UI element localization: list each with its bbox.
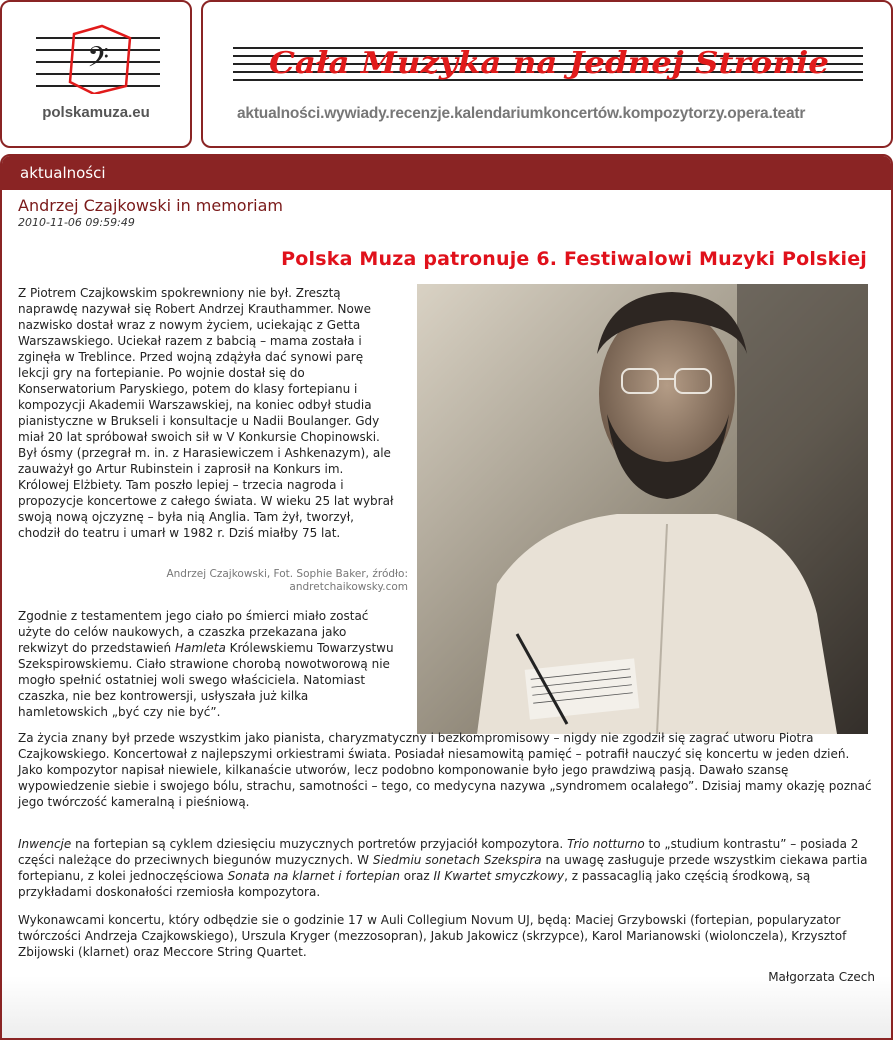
portrait-image xyxy=(417,284,868,734)
work-title-3: Siedmiu sonetach Szekspira xyxy=(372,853,542,867)
nav-link-wywiady[interactable]: wywiady xyxy=(324,105,386,122)
nav-separator: . xyxy=(768,105,773,122)
article-headline: Polska Muza patronuje 6. Festiwalowi Muzyki Polskiej xyxy=(281,248,867,270)
nav-link-aktualności[interactable]: aktualności xyxy=(237,105,321,122)
article-paragraph-4 xyxy=(18,836,876,900)
banner-navigation xyxy=(237,105,867,123)
p4-text-2: to „studium kontrastu” – posiada 2 części należące do przeciwnych biegunów muzycznych. W xyxy=(18,837,859,867)
logo-panel[interactable] xyxy=(0,0,192,148)
article-date: 2010-11-06 09:59:49 xyxy=(18,216,135,229)
p4-text-3: na uwagę zasługuje przede wszystkim ciekawa partia fortepianu, z kolei jednoczęściowa xyxy=(18,853,868,883)
portrait-photo xyxy=(417,284,868,734)
section-header: aktualności xyxy=(2,156,891,190)
article-paragraph-1: Z Piotrem Czajkowskim spokrewniony nie był. Zresztą naprawdę nazywał się Robert Andrzej Krauthammer. Nowe nazwisko dostał wraz z nowym życiem, uciekając z Getta Warszawskiego. Uciekał razem z babcią – mama została i zginęła w Treblince. Przed wojną zdążyła dać synowi parę lekcji gry na fortepianie. Po wojnie dostał się do Konserwatorium Paryskiego, potem do klasy fortepianu i kompozycji Akademii Warszawskiej, na koniec odbył studia pianistyczne w Brukseli i konsultacje u Nadii Boulanger. Gdy miał 20 lat spróbował swoich sił w V Konkursie Chopinowski. Był ósmy (przegrał m. in. z Harasiewiczem i Ashkenazym), ale zauważył go Artur Rubinstein i zaprosił na Konkurs im. Królowej Elżbiety. Tam poszło lepiej – trzecia nagroda i propozycje koncertowe z całego świata. W wieku 25 lat wybrał swoją nową ojczyznę – była nią Anglia. Tam żył, tworzył, chodził do teatru i umarł w 1982 r. Dziś miałby 75 lat. xyxy=(18,286,394,540)
nav-link-opera[interactable]: opera xyxy=(727,105,769,122)
article-paragraph-5: Wykonawcami koncertu, który odbędzie sie o godzinie 17 w Auli Collegium Novum UJ, będą: Maciej Grzybowski (fortepian, popularyzator twórczości Andrzeja Czajkowskiego), Urszula Kryger (mezzosopran), Jakub Jakowicz (skrzypce), Karol Marianowski (wiolonczela), Krzysztof Zbijowski (klarnet) oraz Meccore String Quartet. xyxy=(18,913,847,959)
work-title-4: Sonata na klarnet i fortepian xyxy=(227,869,400,883)
banner-staff-title xyxy=(233,28,863,88)
svg-text:𝄢: 𝄢 xyxy=(87,41,109,81)
content-panel xyxy=(0,154,893,1040)
work-title-2: Trio notturno xyxy=(567,837,645,851)
p2-text-b: Królewskiemu Towarzystwu Szekspirowskiemu. Ciało strawione chorobą nowotworową nie mogło spełnić ostatniej woli swego właściciela. Natomiast czaszka, nie bez kontrowersji, usłyszała już kilka hamletowskich „być czy nie być”. xyxy=(18,641,394,719)
work-title-1: Inwencje xyxy=(18,837,72,851)
nav-separator: . xyxy=(385,105,390,122)
logo-text[interactable]: polskamuza.eu xyxy=(42,104,150,121)
nav-separator: . xyxy=(320,105,325,122)
p4-text-4: oraz xyxy=(399,869,434,883)
article-paragraph-3: Za życia znany był przede wszystkim jako pianista, charyzmatyczny i bezkompromisowy – nigdy nie zgodził się zagrać utworu Piotra Czajkowskiego. Koncertował z najlepszymi orkiestrami świata. Posiadał niesamowitą pamięć – potrafił nauczyć się koncertu w jeden dzień. Jako kompozytor napisał niewiele, kilkanaście utworów, lecz podobno komponowanie było jego prawdziwą pasją. Dawało szansę wypowiedzenie siebie i swojego bólu, strachu, samotności – tego, co medycyna nazywa „syndromem ocalałego”. Dzisiaj mamy okazję poznać jego twórczość kameralną i pieśniową. xyxy=(18,731,872,809)
photo-caption: Andrzej Czajkowski, Fot. Sophie Baker, źródło: andretchaikowsky.com xyxy=(166,568,408,593)
nav-link-recenzje[interactable]: recenzje xyxy=(389,105,450,122)
banner-panel xyxy=(201,0,893,148)
nav-separator: . xyxy=(618,105,623,122)
p4-text-5: , z passacaglią jako częścią środkową, są przykładami doskonałości rzemiosła kompozytora. xyxy=(18,869,811,899)
nav-separator: . xyxy=(723,105,728,122)
p2-italic: Hamleta xyxy=(174,641,226,655)
nav-link-kompozytorzy[interactable]: kompozytorzy xyxy=(622,105,724,122)
nav-link-kalendariumkoncertów[interactable]: kalendariumkoncertów xyxy=(454,105,619,122)
p2-text-a: Zgodnie z testamentem jego ciało po śmierci miało zostać użyte do celów naukowych, a czaszka przekazana jako rekwizyt do przedstawień xyxy=(18,609,369,655)
bass-clef-logo-icon xyxy=(36,24,160,94)
nav-link-teatr[interactable]: teatr xyxy=(772,105,806,122)
banner-title: Cała Muzyka na Jednej Stronie xyxy=(269,46,829,81)
p4-text-1: na fortepian są cyklem dziesięciu muzycznych portretów przyjaciół kompozytora. xyxy=(71,837,568,851)
article-title[interactable]: Andrzej Czajkowski in memoriam xyxy=(18,196,284,215)
work-title-5: II Kwartet smyczkowy xyxy=(433,869,565,883)
article-author: Małgorzata Czech xyxy=(768,970,875,984)
article-paragraph-2 xyxy=(18,608,396,720)
nav-separator: . xyxy=(449,105,455,122)
